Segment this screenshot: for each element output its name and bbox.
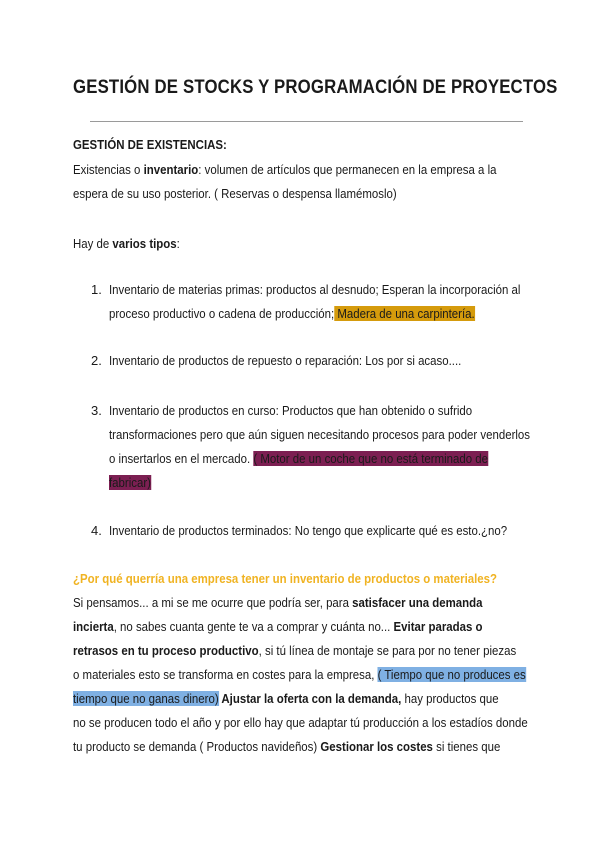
list-item-3-line-1: Inventario de productos en curso: Productos que han obtenido o sufrido — [109, 403, 473, 418]
p1-text: Si pensamos... a mi se me ocurre que podría ser, para — [73, 595, 353, 610]
p7-bold: Gestionar los costes — [320, 739, 433, 754]
paragraph-line-4 — [73, 662, 526, 687]
list-item-1-text: proceso productivo o cadena de producción; — [109, 306, 335, 321]
p7-text: tu producto se demanda ( Productos navideños) — [73, 739, 321, 754]
p3-text: , si tú línea de montaje se para por no tener piezas — [258, 643, 517, 658]
p1-bold: satisfacer una demanda — [352, 595, 483, 610]
paragraph-line-6: no se producen todo el año y por ello hay que adaptar tú producción a los estadíos donde — [73, 715, 528, 730]
intro-bold-term: inventario — [143, 162, 199, 177]
section-heading: GESTIÓN DE EXISTENCIAS: — [73, 137, 227, 152]
p2-bold: incierta — [73, 619, 114, 634]
p5-text: hay productos que — [401, 691, 499, 706]
types-line — [73, 231, 180, 256]
intro-text-a: Existencias o — [73, 162, 144, 177]
list-item-3-line-3 — [109, 446, 488, 471]
title-divider — [90, 121, 523, 122]
list-item-3-highlight: ( Motor de un coche que no está terminado de — [253, 451, 489, 466]
list-item-2-line-1: Inventario de productos de repuesto o reparación: Los por si acaso.... — [109, 353, 462, 368]
p7-text-b: si tienes que — [432, 739, 501, 754]
list-item-3-number: 3. — [91, 403, 102, 418]
list-item-1-line-1: Inventario de materias primas: productos al desnudo; Esperan la incorporación al — [109, 282, 521, 297]
intro-text-b: : volumen de artículos que permanecen en la empresa a la — [198, 162, 497, 177]
p3-bold: retrasos en tu proceso productivo — [73, 643, 259, 658]
p4-highlight: ( Tiempo que no produces es — [377, 667, 526, 682]
intro-line-2: espera de su uso posterior. ( Reservas o despensa llamémoslo) — [73, 186, 397, 201]
list-item-1-highlight: Madera de una carpintería. — [334, 306, 475, 321]
document-title: GESTIÓN DE STOCKS Y PROGRAMACIÓN DE PROYECTOS — [73, 76, 558, 98]
list-item-3-line-2: transformaciones pero que aún siguen necesitando procesos para poder venderlos — [109, 427, 531, 442]
list-item-4-line-1: Inventario de productos terminados: No tengo que explicarte qué es esto.¿no? — [109, 523, 508, 538]
list-item-4-number: 4. — [91, 523, 102, 538]
p2-bold-2: Evitar paradas o — [393, 619, 483, 634]
question-heading: ¿Por qué querría una empresa tener un inventario de productos o materiales? — [73, 571, 498, 586]
paragraph-line-1 — [73, 590, 483, 615]
paragraph-line-3 — [73, 638, 516, 663]
p5-bold: Ajustar la oferta con la demanda, — [218, 691, 402, 706]
p4-text: o materiales esto se transforma en costes para la empresa, — [73, 667, 378, 682]
paragraph-line-2 — [73, 614, 483, 639]
p5-highlight: tiempo que no ganas dinero) — [73, 691, 219, 706]
types-text-a: Hay de — [73, 236, 113, 251]
list-item-2-number: 2. — [91, 353, 102, 368]
intro-line-1 — [73, 157, 497, 182]
types-bold: varios tipos — [112, 236, 177, 251]
list-item-3-line-4 — [109, 470, 151, 495]
list-item-1-line-2 — [109, 301, 475, 326]
paragraph-line-7 — [73, 734, 500, 759]
types-text-b: : — [176, 236, 180, 251]
p2-text: , no sabes cuanta gente te va a comprar y cuánta no... — [113, 619, 394, 634]
list-item-1-number: 1. — [91, 282, 102, 297]
list-item-3-highlight-cont: fabricar) — [109, 475, 151, 490]
list-item-3-text: o insertarlos en el mercado. — [109, 451, 254, 466]
paragraph-line-5 — [73, 686, 499, 711]
